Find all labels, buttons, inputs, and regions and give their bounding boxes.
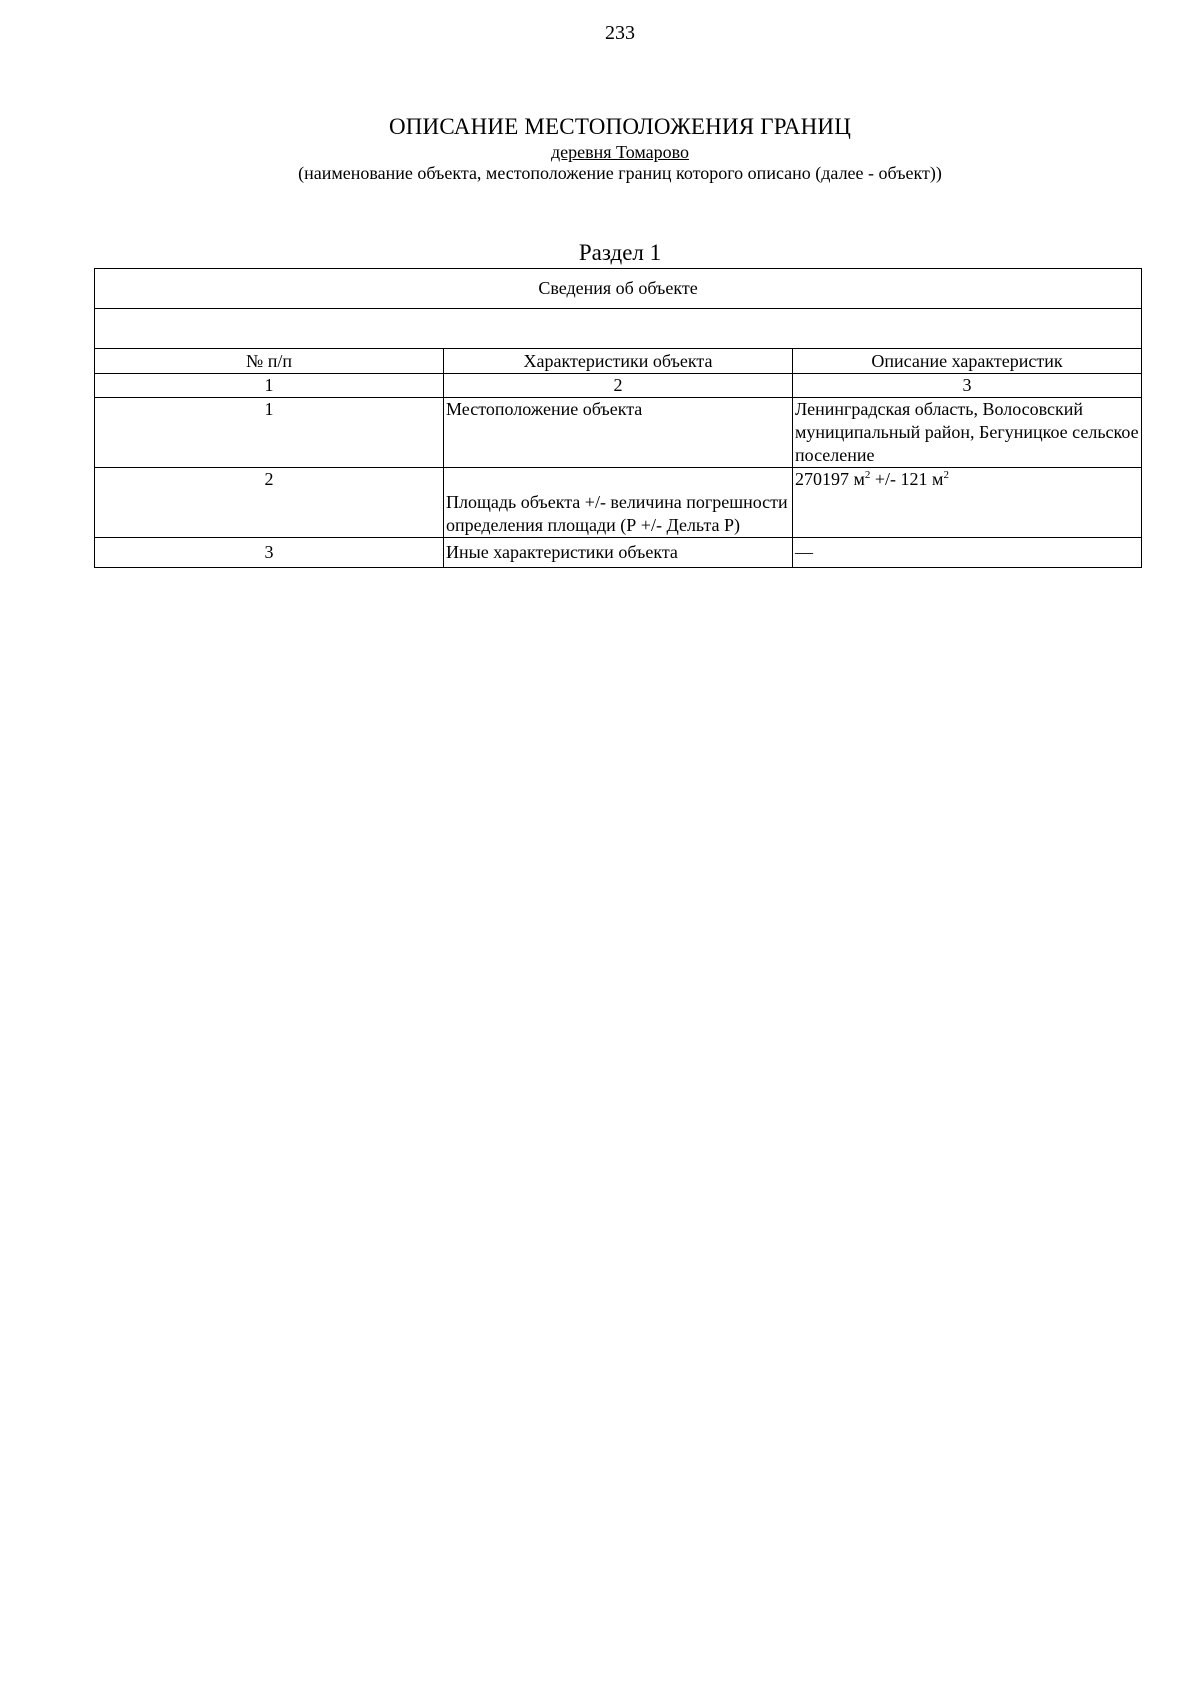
row-description [793, 468, 1142, 538]
tolerance-unit-sup: 2 [943, 469, 949, 481]
object-name [0, 142, 1200, 163]
table-caption: Сведения об объекте [95, 269, 1142, 309]
area-tolerance: +/- 121 м [870, 469, 944, 489]
row-description: — [793, 538, 1142, 568]
header-description: Описание характеристик [793, 349, 1142, 374]
object-info-table [94, 268, 1142, 568]
table-row [95, 398, 1142, 468]
table-row [95, 538, 1142, 568]
column-number-3: 3 [793, 374, 1142, 398]
section-title: Раздел 1 [578, 240, 662, 265]
header-characteristic: Характеристики объекта [444, 349, 793, 374]
row-number: 2 [95, 468, 444, 538]
area-value: 270197 м [795, 469, 865, 489]
row-characteristic-text: Площадь объекта +/- величина погрешности определения площади (Р +/- Дельта Р) [446, 492, 788, 535]
column-number-1: 1 [95, 374, 444, 398]
table-row [95, 468, 1142, 538]
row-description: Ленинградская область, Волосовский муниципальный район, Бегуницкое сельское поселение [793, 398, 1142, 468]
row-number: 1 [95, 398, 444, 468]
column-number-2: 2 [444, 374, 793, 398]
page-number: 233 [605, 22, 635, 44]
row-characteristic: Местоположение объекта [444, 398, 793, 468]
table-header-row [95, 349, 1142, 374]
table-empty-row [95, 309, 1142, 349]
row-characteristic: Иные характеристики объекта [444, 538, 793, 568]
header-number: № п/п [95, 349, 444, 374]
column-numbers-row [95, 374, 1142, 398]
object-name-hint: (наименование объекта, местоположение границ которого описано (далее - объект)) [298, 163, 942, 183]
area-unit-sup: 2 [864, 469, 871, 481]
table-caption-row [95, 269, 1142, 309]
row-number: 3 [95, 538, 444, 568]
document-title: ОПИСАНИЕ МЕСТОПОЛОЖЕНИЯ ГРАНИЦ [388, 114, 852, 139]
empty-cell [95, 309, 1142, 349]
object-name-text: деревня Томарово [551, 142, 689, 162]
row-characteristic [444, 468, 793, 538]
